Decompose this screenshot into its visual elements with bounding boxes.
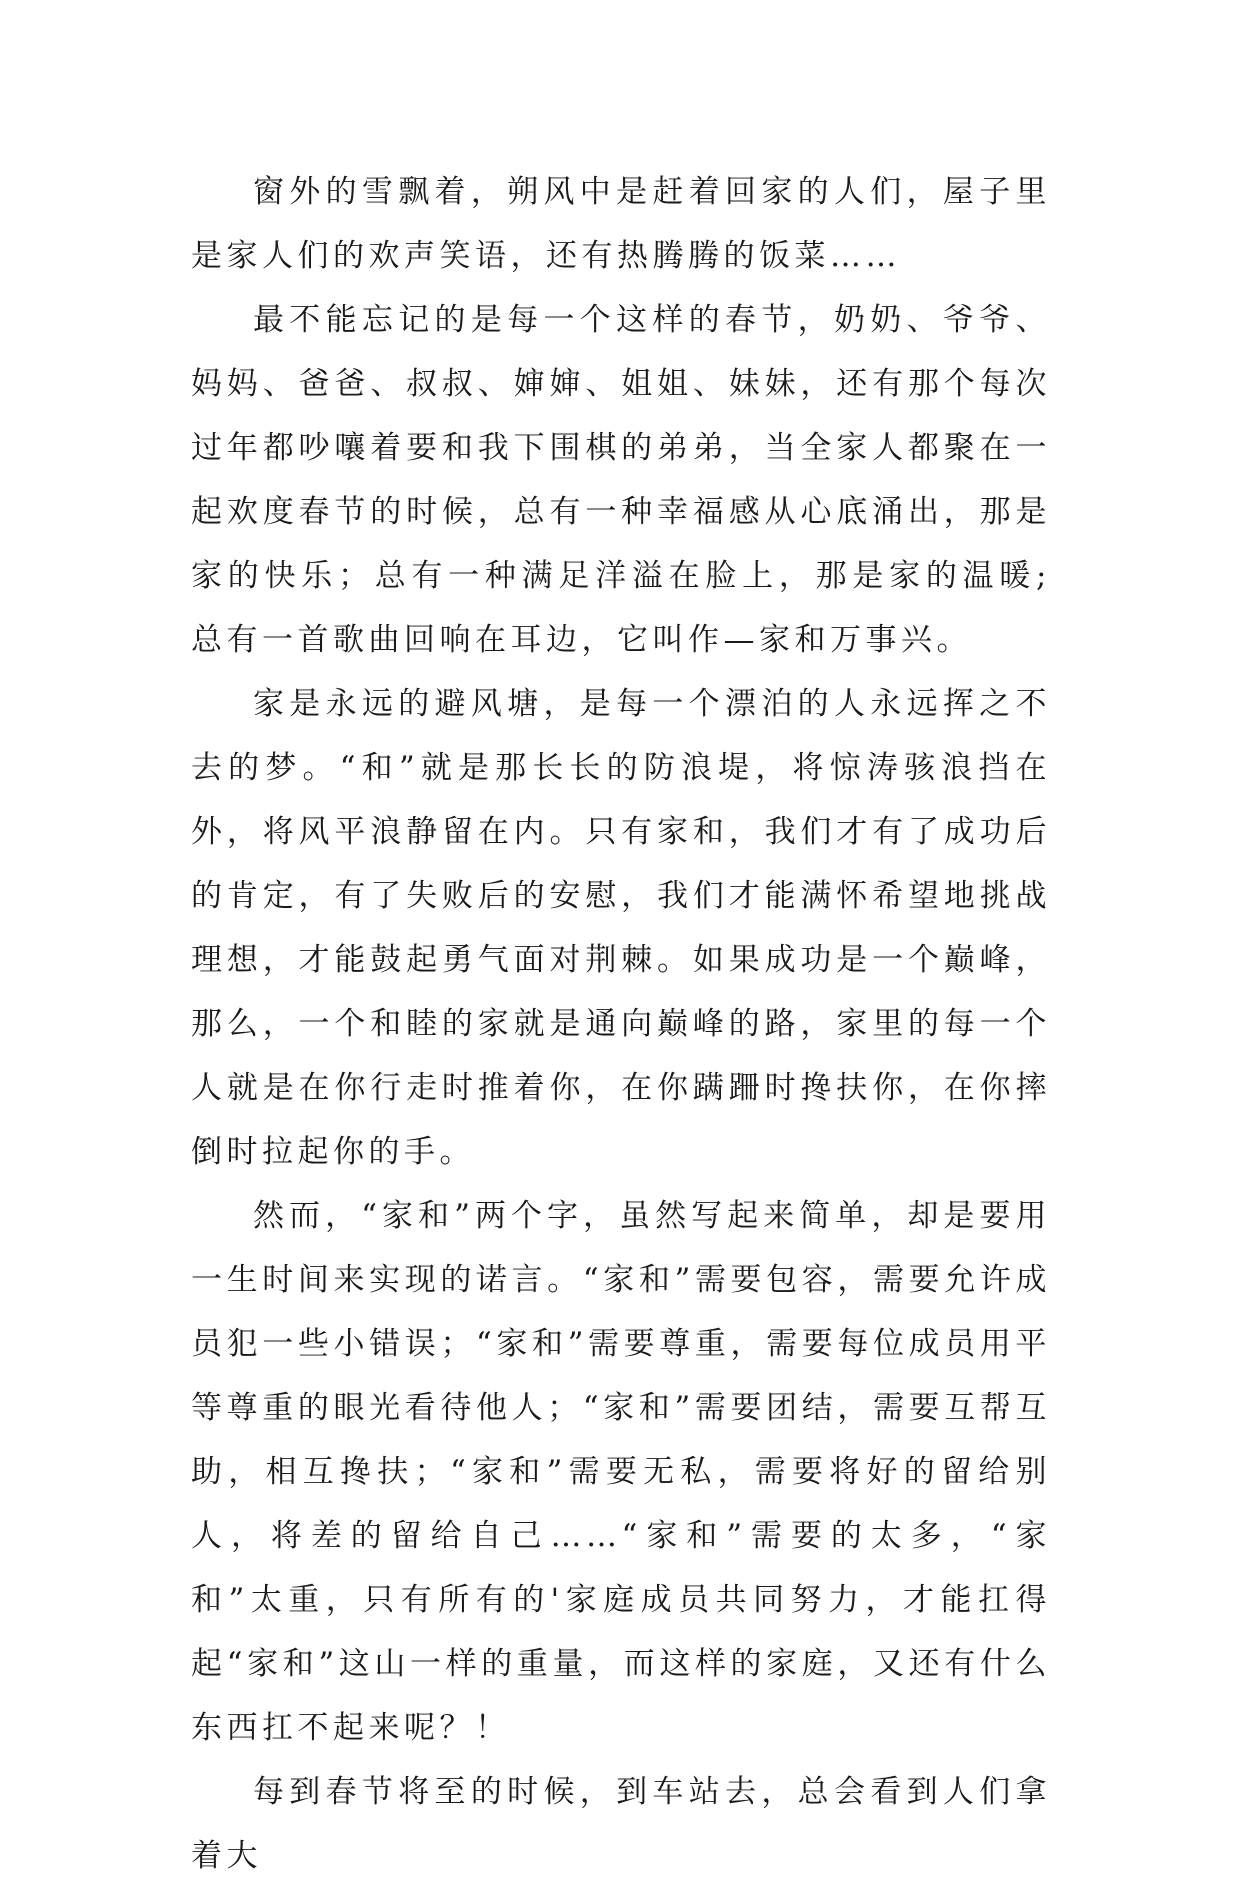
paragraph-3: 家是永远的避风塘，是每一个漂泊的人永远挥之不去的梦。“和”就是那长长的防浪堤，将惊涛骇浪挡在外，将风平浪静留在内。只有家和，我们才有了成功后的肯定，有了失败后的安慰，我们才能满怀希望地挑战理想，才能鼓起勇气面对荆棘。如果成功是一个巅峰，那么，一个和睦的家就是通向巅峰的路，家里的每一个人就是在你行走时推着你，在你蹒跚时搀扶你，在你摔倒时拉起你的手。 [191, 686, 1051, 1170]
document-body [191, 160, 1051, 1888]
paragraph-5: 每到春节将至的时候，到车站去，总会看到人们拿着大 [191, 1774, 1051, 1874]
paragraph-4: 然而，“家和”两个字，虽然写起来简单，却是要用一生时间来实现的诺言。“家和”需要包容，需要允许成员犯一些小错误；“家和”需要尊重，需要每位成员用平等尊重的眼光看待他人；“家和”需要团结，需要互帮互助，相互搀扶；“家和”需要无私，需要将好的留给别人，将差的留给自己……“家和”需要的太多，“家和”太重，只有所有的'家庭成员共同努力，才能扛得起“家和”这山一样的重量，而这样的家庭，又还有什么东西扛不起来呢？！ [191, 1198, 1051, 1746]
paragraph-2: 最不能忘记的是每一个这样的春节，奶奶、爷爷、妈妈、爸爸、叔叔、婶婶、姐姐、妹妹，还有那个每次过年都吵嚷着要和我下围棋的弟弟，当全家人都聚在一起欢度春节的时候，总有一种幸福感从心底涌出，那是家的快乐；总有一种满足洋溢在脸上，那是家的温暖;总有一首歌曲回响在耳边，它叫作—家和万事兴。 [191, 302, 1051, 658]
paragraph-1: 窗外的雪飘着，朔风中是赶着回家的人们，屋子里是家人们的欢声笑语，还有热腾腾的饭菜…… [191, 174, 1051, 274]
